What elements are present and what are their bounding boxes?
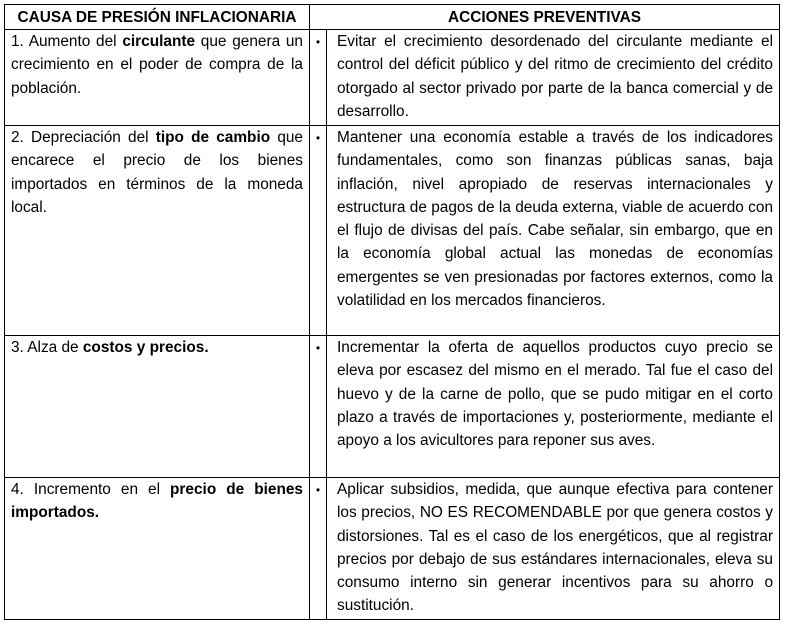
bullet-cell xyxy=(310,30,327,126)
table-row xyxy=(5,478,780,620)
header-row xyxy=(5,5,780,30)
cause-text: que genera un crecimiento en el poder de compra de la población. xyxy=(11,33,303,97)
inflation-table xyxy=(4,4,780,620)
cause-cell xyxy=(5,336,310,478)
table-row xyxy=(5,336,780,478)
cause-keyword: tipo de cambio xyxy=(155,129,271,146)
bullet-cell xyxy=(310,478,327,620)
action-cell: Mantener una economía estable a través de los indicadores fundamentales, como son finanzas públicas sanas, baja inflación, nivel apropiado de reservas internacionales y estructura de pagos de la deuda externa, viable de acuerdo con el flujo de divisas del país. Cabe señalar, sin embargo, que en la economía global actual las monedas de economías emergentes se ven presionadas por factores externos, como la volatilidad en los mercados financieros. xyxy=(327,126,780,336)
cause-text: 4. Incremento en el xyxy=(11,481,171,498)
bullet-cell xyxy=(310,336,327,478)
cause-text: 2. Depreciación del xyxy=(11,129,156,146)
header-cause: CAUSA DE PRESIÓN INFLACIONARIA xyxy=(5,5,310,30)
cause-text: 3. Alza de xyxy=(11,339,83,356)
table-row xyxy=(5,126,780,336)
cause-keyword: circulante xyxy=(122,33,196,50)
cause-text: 1. Aumento del xyxy=(11,33,123,50)
cause-keyword: precio de bienes importados. xyxy=(11,481,303,522)
action-cell: Evitar el crecimiento desordenado del circulante mediante el control del déficit público y del ritmo de crecimiento del crédito otorgado al sector privado por parte de la banca comercial y de desarrollo. xyxy=(327,30,780,126)
action-cell: Incrementar la oferta de aquellos productos cuyo precio se eleva por escasez del mismo en el merado. Tal fue el caso del huevo y de la carne de pollo, que se pudo mitigar en el corto plazo a través de importaciones y, posteriormente, mediante el apoyo a los avicultores para reponer sus aves. xyxy=(327,336,780,478)
cause-cell xyxy=(5,30,310,126)
bullet-icon: • xyxy=(315,483,321,497)
cause-cell xyxy=(5,478,310,620)
bullet-icon: • xyxy=(315,35,321,49)
table-row xyxy=(5,30,780,126)
header-actions: ACCIONES PREVENTIVAS xyxy=(310,5,780,30)
bullet-icon: • xyxy=(315,131,321,145)
cause-keyword: costos y precios. xyxy=(82,339,209,356)
action-cell: Aplicar subsidios, medida, que aunque efectiva para contener los precios, NO ES RECOMENDABLE por que genera costos y distorsiones. Tal es el caso de los energéticos, que al registrar precios por debajo de sus estándares internacionales, eleva su consumo interno sin generar incentivos para su ahorro o sustitución. xyxy=(327,478,780,620)
cause-text: que encarece el precio de los bienes importados en términos de la moneda local. xyxy=(11,129,303,216)
bullet-cell xyxy=(310,126,327,336)
bullet-icon: • xyxy=(315,341,321,355)
cause-cell xyxy=(5,126,310,336)
